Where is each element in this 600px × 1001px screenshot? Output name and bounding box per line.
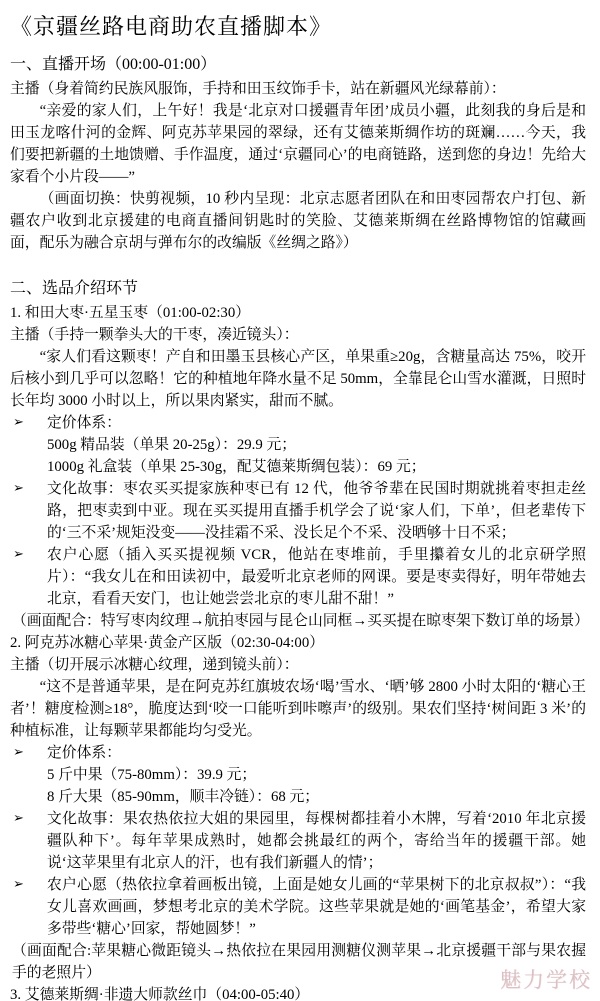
section-heading-opening: 一、直播开场（00:00-01:00） <box>10 56 217 73</box>
visual-cue-note-product-2: （画面配合:苹果糖心微距镜头→热依拉在果园用测糖仪测苹果→北京援疆干部与果农握手的老照片） <box>12 943 586 981</box>
host-direction-product-1: 主播（手持一颗拳头大的干枣，凑近镜头）： <box>10 327 299 343</box>
host-speech-opening: “亲爱的家人们，上午好！我是‘北京对口援疆青年团’成员小疆，此刻我的身后是和田玉龙喀什河的金辉、阿克苏苹果园的翠绿，还有艾德莱斯绸作坊的斑斓……今天，我们要把新疆的土地馈赠、手作温度，通过‘京疆同心’的电商链路，送到您的身边！先给大家看个小片段——” <box>10 103 586 185</box>
price-line-500g: 500g 精品装（单果 20-25g）：29.9 元； <box>47 437 297 453</box>
arrow-bullet-icon: ➢ <box>13 877 24 892</box>
culture-story-bullet-product-1 <box>10 478 586 544</box>
product-1-heading: 1. 和田大枣·五星玉枣（01:00-02:30） <box>10 305 251 321</box>
bullet-text: 定价体系： <box>47 745 121 761</box>
host-speech-product-1: “家人们看这颗枣！产自和田墨玉县核心产区，单果重≥20g，含糖量高达 75%，咬开后核小到几乎可以忽略！它的种植地年降水量不足 50mm，全靠昆仑山雪水灌溉，日照时长年均 3000 小时以上，所以果肉紧实，甜而不腻。 <box>10 349 586 409</box>
price-line-8jin: 8 斤大果（85-90mm，顺丰冷链）：68 元； <box>47 789 320 805</box>
scene-cut-note: （画面切换：快剪视频，10 秒内呈现：北京志愿者团队在和田枣园帮农户打包、新疆农户收到北京援建的电商直播间钥匙时的笑脸、艾德莱斯绸在丝路博物馆的馆藏画面，配乐为融合京胡与弹布尔的改编版《丝绸之路》） <box>10 191 586 251</box>
farmer-wish-bullet-product-1 <box>10 544 586 610</box>
farmer-wish-bullet-product-2 <box>10 874 586 940</box>
bullet-text: 文化故事：果农热依拉大姐的果园里，每棵树都挂着小木牌，写着‘2010 年北京援疆队种下’。每年苹果成熟时，她都会挑最红的两个，寄给当年的援疆干部。她说‘这苹果里有北京人的汗，也有我们新疆人的情’； <box>47 811 586 871</box>
pricing-bullet-product-1 <box>10 412 586 434</box>
arrow-bullet-icon: ➢ <box>13 481 24 496</box>
host-direction-opening: 主播（身着简约民族风服饰，手持和田玉纹饰手卡，站在新疆风光绿幕前）： <box>10 81 506 97</box>
arrow-bullet-icon: ➢ <box>13 811 24 826</box>
bullet-text: 农户心愿（热依拉拿着画板出镜，上面是她女儿画的“苹果树下的北京叔叔”）：“我女儿喜欢画画，梦想考北京的美术学院。这些苹果就是她的‘画笔基金’，希望大家多带些‘糖心’回家，帮她圆梦！” <box>47 877 586 937</box>
bullet-text: 农户心愿（插入买买提视频 VCR，他站在枣堆前，手里攥着女儿的北京研学照片）：“我女儿在和田读初中，最爱听北京老师的网课。要是枣卖得好，明年带她去北京，看看天安门，也让她尝尝北京的枣儿甜不甜！” <box>47 547 586 607</box>
culture-story-bullet-product-2 <box>10 808 586 874</box>
arrow-bullet-icon: ➢ <box>13 415 24 430</box>
host-speech-product-2: “这不是普通苹果，是在阿克苏红旗坡农场‘喝’雪水、‘晒’够 2800 小时太阳的‘糖心王者’！糖度检测≥18°，脆度达到‘咬一口能听到咔嚓声’的级别。果农们坚持‘树间距 3 米’的种植标准，让每颗苹果都能均匀受光。 <box>10 679 586 739</box>
visual-cue-note-product-1: （画面配合：特写枣肉纹理→航拍枣园与昆仑山同框→买买提在晾枣架下数订单的场景） <box>12 613 590 629</box>
arrow-bullet-icon: ➢ <box>13 547 24 562</box>
product-2-heading: 2. 阿克苏冰糖心苹果·黄金产区版（02:30-04:00） <box>10 635 325 651</box>
document-title: 《京疆丝路电商助农直播脚本》 <box>10 14 333 39</box>
price-line-5jin: 5 斤中果（75-80mm）：39.9 元； <box>47 767 257 783</box>
host-direction-product-2: 主播（切开展示冰糖心纹理，递到镜头前）： <box>10 657 299 673</box>
product-3-heading: 3. 艾德莱斯绸·非遗大师款丝巾（04:00-05:40） <box>10 987 310 1001</box>
bullet-text: 文化故事：枣农买买提家族种枣已有 12 代，他爷爷辈在民国时期就挑着枣担走丝路，把枣卖到中亚。现在买买提用直播手机学会了说‘家人们，下单’，但老辈传下的‘三不采’规矩没变——没挂霜不采、没长足个不采、没晒够十日不采； <box>47 481 586 541</box>
watermark: 魅力学校 <box>500 968 592 992</box>
section-heading-products: 二、选品介绍环节 <box>10 280 139 297</box>
arrow-bullet-icon: ➢ <box>13 745 24 760</box>
pricing-bullet-product-2 <box>10 742 586 764</box>
bullet-text: 定价体系： <box>47 415 121 431</box>
price-line-1000g: 1000g 礼盒装（单果 25-30g，配艾德莱斯绸包装）：69 元； <box>47 459 426 475</box>
